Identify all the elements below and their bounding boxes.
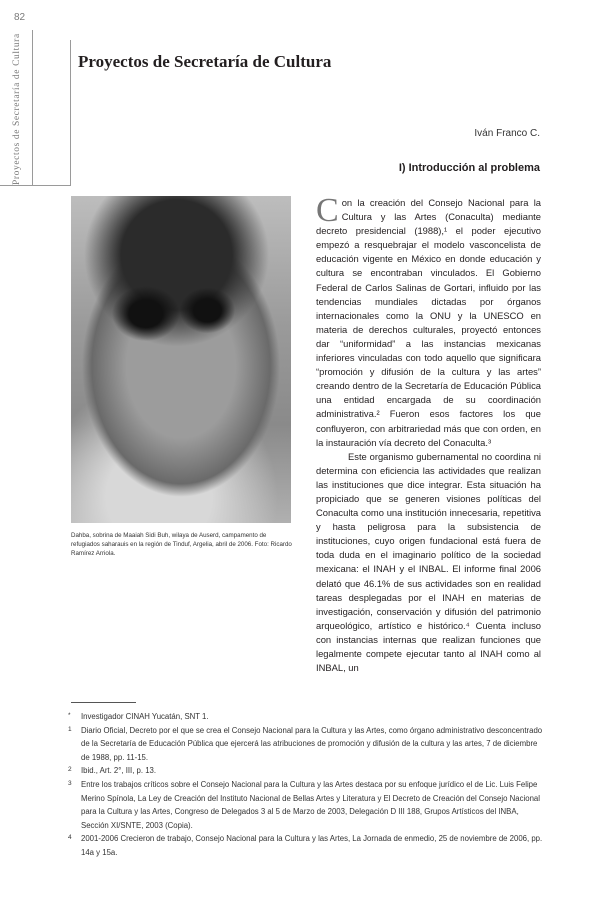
footnote: [68, 764, 543, 778]
footnote-text: Investigador CINAH Yucatán, SNT 1.: [81, 712, 209, 721]
body-paragraph-1-text: on la creación del Consejo Nacional para la Cultura y las Artes (Conaculta) mediante decreto presidencial (1988),¹ el poder ejecutivo empezó a resquebrajar el modelo vasconcelista de educación vigente en México en donde educación y cultura se encontraban vinculados. El Gobierno Federal de Carlos Salinas de Gortari, influido por las tendencias mundiales dictadas por órganos internacionales como la ONU y la UNESCO en materia de derechos culturales, proyectó entonces dar “uniformidad” a las instancias mexicanas inferiores vinculadas con todo aquello que significara “promoción y difusión de la cultura y las artes” creando dentro de la Secretaría de Educación Pública una entidad encargada de su coordinación administrativa.² Fueron esos factores los que confluyeron, con arbitrariedad más que con orden, en la instauración vía decreto del Conaculta.³: [316, 197, 541, 448]
footnote-mark: 3: [68, 779, 72, 787]
footnotes: [68, 710, 543, 860]
footnote-text: Entre los trabajos críticos sobre el Consejo Nacional para la Cultura y las Artes destaca por su enfoque jurídico el de Lic. Luis Felipe Merino Spínola, La Ley de Creación del Instituto Nacional de Bellas Artes y Literatura y El Decreto de Creación del Consejo Nacional para la Cultura y las Artes, Congreso de Delegados 3 al 5 de Marzo de 2003, Delegación D III 188, Grupos Artísticos del INBA, Sección XI/SNTE, 2003 (Copia).: [81, 779, 540, 830]
footnote-text: 2001-2006 Crecieron de trabajo, Consejo Nacional para la Cultura y las Artes, La Jornada de enmedio, 25 de noviembre de 2006, pp. 14a y 15a.: [81, 834, 543, 857]
footnote-mark: 1: [68, 725, 72, 733]
footnote-text: Diario Oficial, Decreto por el que se crea el Consejo Nacional para la Cultura y las Artes, como órgano administrativo desconcentrado de la Secretaría de Educación Pública que ejercerá las atribuciones de promoción y difusión de la cultura y las artes, 7 de diciembre de 1988, pp. 11-15.: [81, 725, 543, 762]
section-heading: I) Introducción al problema: [398, 162, 540, 174]
footnote: [68, 832, 543, 859]
footnote: [68, 710, 543, 724]
footnote-mark: 4: [68, 834, 72, 842]
footnote: [68, 724, 543, 765]
footnote-rule: [71, 702, 136, 703]
side-rule: [32, 30, 33, 185]
photo-caption: Dahba, sobrina de Maaiah Sidi Buh, wilaya de Auserd, campamento de refugiados saharauis en la región de Tinduf, Argelia, abril de 2006. Foto: Ricardo Ramírez Arriola.: [71, 532, 292, 557]
child-portrait-photo: [71, 196, 291, 523]
footnote: [68, 778, 543, 832]
side-rule-horizontal: [0, 185, 70, 186]
article-title: Proyectos de Secretaría de Cultura: [78, 52, 332, 71]
running-head: Proyectos de Secretaría de Cultura: [12, 33, 22, 185]
page-number: 82: [14, 12, 26, 23]
body-text: [316, 192, 541, 675]
body-paragraph-2: Este organismo gubernamental no coordina ni determina con eficiencia las actividades que realizan las instituciones que dice integrar. Esta situación ha propiciado que se generen visiones políticas del Conaculta como una institución innecesaria, repetitiva y hasta peligrosa para la subsistencia de instituciones, cuyo origen fundacional está fuera de toda duda en el imaginario político de la sociedad mexicana: el INAH y el INBAL. El informe final 2006 delató que 46.1% de sus actividades son en realidad tareas desplegadas por el INAH en materias de investigación, conservación y difusión del patrimonio arqueológico, artístico e histórico.⁴ Cuenta incluso con instancias internas que realizan funciones que legalmente compete ejecutar tanto al INAH como al INBAL, un: [316, 450, 541, 674]
footnote-mark: 2: [68, 766, 72, 774]
title-rule: [70, 40, 71, 186]
footnote-mark: *: [68, 712, 71, 719]
drop-cap: C: [316, 192, 339, 229]
author-name: Iván Franco C.: [474, 128, 540, 139]
footnote-text: Ibid., Art. 2°, III, p. 13.: [81, 766, 157, 776]
body-paragraph-1: [316, 192, 541, 450]
